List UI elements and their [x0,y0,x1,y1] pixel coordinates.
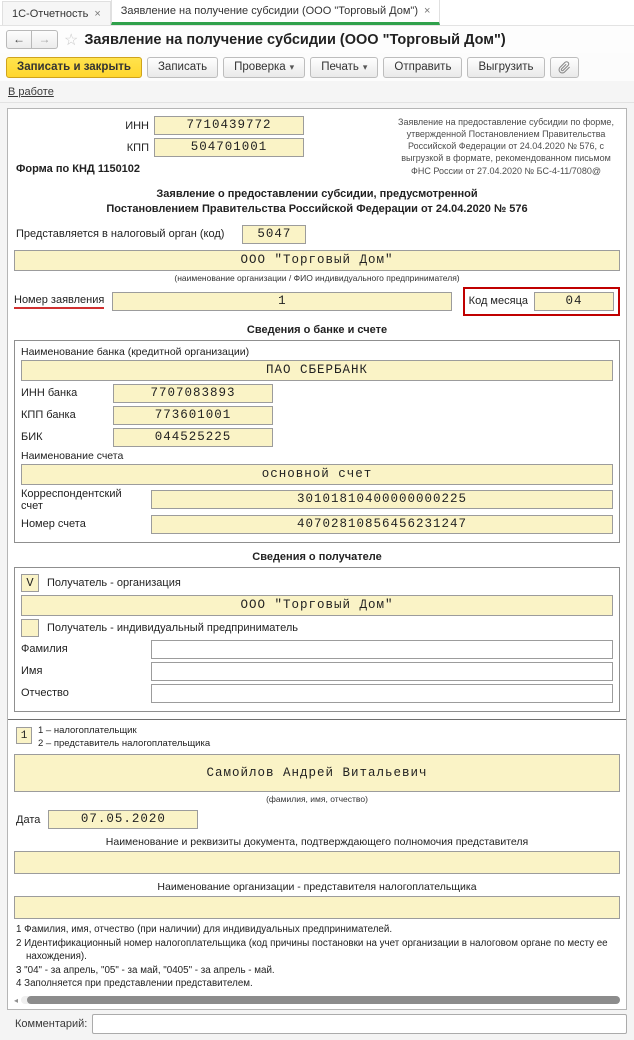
tab-subsidy-application[interactable] [111,0,441,25]
paperclip-icon [558,61,571,74]
recipient-box [14,567,620,712]
tax-organ-label: Представляется в налоговый орган (код) [16,228,225,241]
bank-name-field[interactable]: ПАО СБЕРБАНК [21,360,613,381]
back-button[interactable]: ← [6,30,32,49]
application-number-field[interactable]: 1 [112,292,452,311]
bank-bik-field[interactable]: 044525225 [113,428,273,447]
middlename-label: Отчество [21,687,69,700]
nav-buttons [6,30,58,49]
document-title-line1: Заявление о предоставлении субсидии, предусмотренной [156,188,478,200]
account-name-field[interactable]: основной счет [21,464,613,485]
kpp-field[interactable]: 504701001 [154,138,304,157]
knd-label: Форма по КНД 1150102 [16,163,141,175]
print-label: Печать [321,61,359,73]
favorite-star-icon[interactable]: ☆ [64,31,79,49]
authority-document-label: Наименование и реквизиты документа, подтверждающего полномочия представителя [105,836,529,849]
chevron-down-icon: ▾ [362,61,368,72]
footnote-4: 4 Заполняется при представлении представителем. [16,978,253,990]
toolbar [0,53,634,81]
section-divider [8,719,626,720]
print-menu-button[interactable] [310,57,378,78]
firstname-label: Имя [21,665,43,678]
bank-box [14,340,620,543]
recipient-organization-label: Получатель - организация [47,576,181,589]
scrollbar-thumb[interactable] [27,996,620,1004]
scroll-left-icon[interactable]: ◂ [14,995,19,1005]
kpp-label: КПП [126,141,149,154]
status-link[interactable]: В работе [8,85,54,98]
authority-document-field[interactable] [14,851,620,874]
form-area [0,103,634,1040]
check-label: Проверка [234,61,286,73]
date-field[interactable]: 07.05.2020 [48,810,198,829]
firstname-field[interactable] [151,662,613,681]
scrollbar-track[interactable] [21,996,620,1004]
corr-account-label: Корреспондентский счет [21,487,122,512]
document-title-line2: Постановлением Правительства Российской Федерации от 24.04.2020 № 576 [106,202,528,215]
form-top [14,113,620,177]
comment-row [7,1010,627,1036]
date-label: Дата [16,813,41,826]
inn-label: ИНН [125,119,149,132]
recipient-entrepreneur-label: Получатель - индивидуальный предприниматель [47,621,298,634]
tab-label: Заявление на получение субсидии (ООО "Торговый Дом") [120,5,418,17]
footnote-3: 3 "04" - за апрель, "05" - за май, "0405" - за апрель - май. [16,964,275,976]
bank-name-label: Наименование банка (кредитной организации) [21,345,250,358]
signer-type-field[interactable]: 1 [16,727,32,744]
status-bar [0,81,634,103]
lastname-label: Фамилия [21,643,68,656]
account-number-label: Номер счета [21,518,86,531]
form-basis-note: Заявление на предоставление субсидии по форме, утвержденной Постановлением Правительства Российской Федерации от 24.04.2020 № 576, с выгрузкой в формате, рекомендованном письмом ФНС России от 27.04.2020 № БС-4-11/7080@ [398,117,614,176]
export-button[interactable]: Выгрузить [467,57,544,78]
account-number-field[interactable]: 40702810856456231247 [151,515,613,534]
middlename-field[interactable] [151,684,613,703]
footnote-1: 1 Фамилия, имя, отчество (при наличии) для индивидуальных предпринимателей. [16,924,393,936]
page-title: Заявление на получение субсидии (ООО "Торговый Дом") [84,31,506,48]
attachments-button[interactable] [550,57,579,78]
organization-name-field[interactable]: ООО "Торговый Дом" [14,250,620,271]
bank-inn-label: ИНН банка [21,387,78,400]
signer-fio-field[interactable]: Самойлов Андрей Витальевич [14,754,620,792]
bank-inn-field[interactable]: 7707083893 [113,384,273,403]
document-title [14,187,620,217]
inn-field[interactable]: 7710439772 [154,116,304,135]
recipient-entrepreneur-checkbox[interactable] [21,619,39,637]
signer-type-options [38,725,210,751]
comment-label: Комментарий: [15,1017,88,1030]
footnotes [16,923,620,991]
close-icon[interactable]: × [424,5,431,17]
month-code-field[interactable]: 04 [534,292,614,311]
tax-organ-code-field[interactable]: 5047 [242,225,306,244]
corr-account-field[interactable]: 30101810400000000225 [151,490,613,509]
close-icon[interactable]: × [94,7,101,20]
application-number-label: Номер заявления [14,294,104,309]
tab-bar [0,0,634,26]
horizontal-scrollbar [14,995,620,1006]
organization-name-caption: (наименование организации / ФИО индивидуального предпринимателя) [174,272,460,283]
tab-label: 1С-Отчетность [12,7,89,20]
representative-organization-label: Наименование организации - представителя налогоплательщика [157,881,477,894]
signer-option-taxpayer: 1 – налогоплательщик [38,724,137,736]
save-and-close-button[interactable]: Записать и закрыть [6,57,142,78]
lastname-field[interactable] [151,640,613,659]
recipient-section-title: Сведения о получателе [252,550,382,563]
send-button[interactable]: Отправить [383,57,462,78]
chevron-down-icon: ▾ [289,61,295,72]
signer-option-representative: 2 – представитель налогоплательщика [38,737,211,749]
forward-button[interactable]: → [32,30,58,49]
recipient-organization-name-field[interactable]: ООО "Торговый Дом" [21,595,613,616]
subsidy-form [7,108,627,1010]
check-menu-button[interactable] [223,57,305,78]
footnote-2: 2 Идентификационный номер налогоплательщика (код причины постановки на учет организации в налоговом органе по месту ее нахождения). [16,937,608,963]
save-button[interactable]: Записать [147,57,218,78]
bank-section-title: Сведения о банке и счете [246,323,388,336]
signer-fio-caption: (фамилия, имя, отчество) [266,794,368,805]
recipient-organization-checkbox[interactable]: V [21,574,39,592]
bank-kpp-field[interactable]: 773601001 [113,406,273,425]
bank-bik-label: БИК [21,431,43,444]
month-code-label: Код месяца [468,295,528,308]
tab-1c-reporting[interactable] [2,1,111,25]
account-name-label: Наименование счета [21,449,124,462]
representative-organization-field[interactable] [14,896,620,919]
bank-kpp-label: КПП банка [21,409,76,422]
month-code-highlight [463,287,620,316]
header-bar [0,26,634,53]
